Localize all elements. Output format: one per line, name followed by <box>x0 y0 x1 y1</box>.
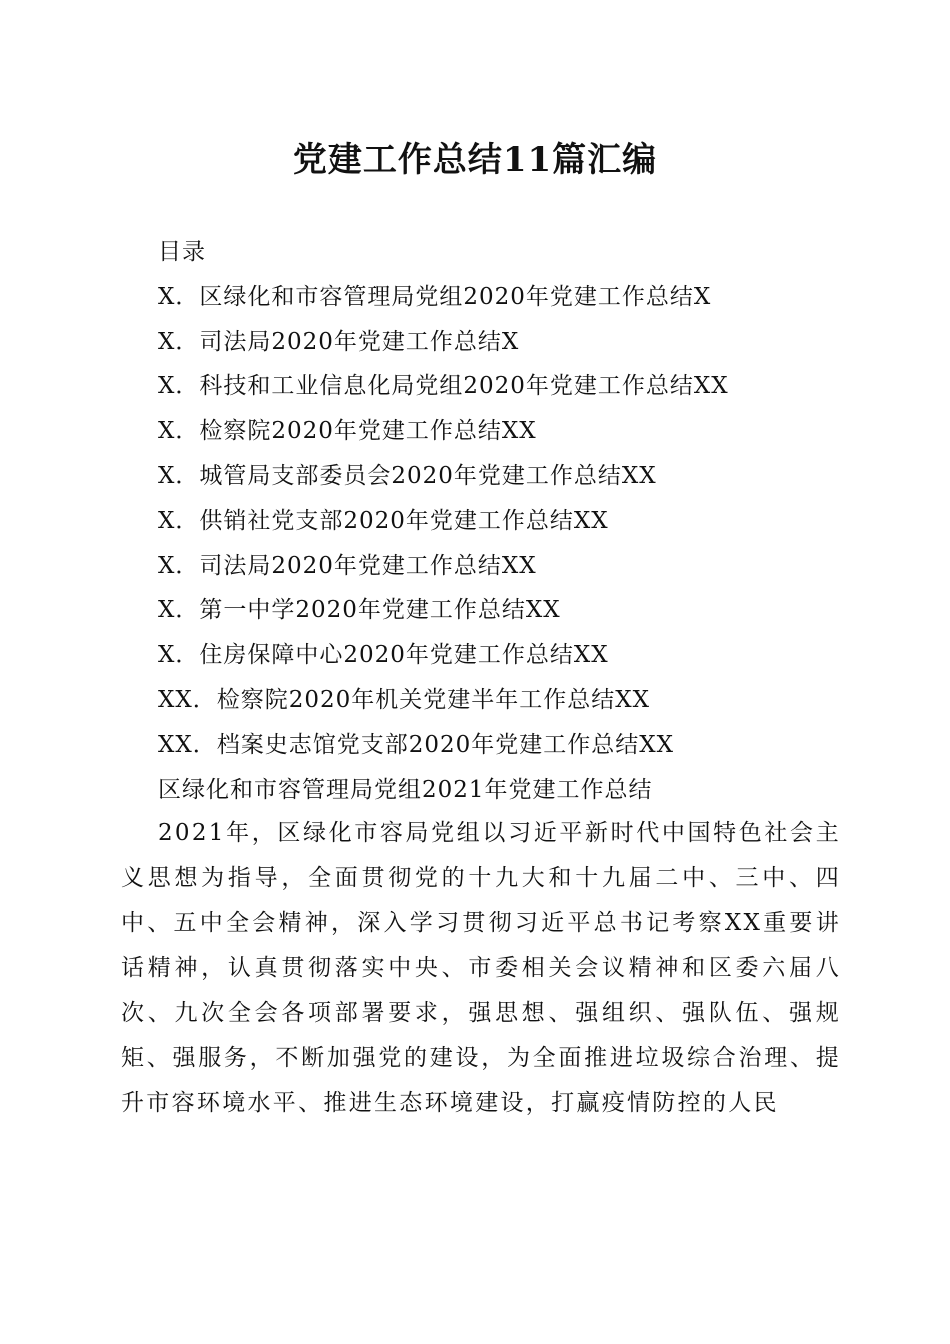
document-title: 党建工作总结11篇汇编 <box>292 140 658 180</box>
toc-item: X．科技和工业信息化局党组2020年党建工作总结XX <box>158 373 729 400</box>
toc-item: X．住房保障中心2020年党建工作总结XX <box>158 642 609 669</box>
toc-heading: 目录 <box>158 239 206 265</box>
toc-item: XX．检察院2020年机关党建半年工作总结XX <box>158 686 651 713</box>
toc-item: X．区绿化和市容管理局党组2020年党建工作总结X <box>158 283 712 310</box>
toc-item: X．司法局2020年党建工作总结X <box>158 328 520 355</box>
toc-item: X．城管局支部委员会2020年党建工作总结XX <box>158 462 657 489</box>
toc-item: X．第一中学2020年党建工作总结XX <box>158 597 561 624</box>
toc-item: XX．档案史志馆党支部2020年党建工作总结XX <box>158 731 675 758</box>
body-paragraph: 2021年，区绿化市容局党组以习近平新时代中国特色社会主义思想为指导，全面贯彻党的十九大和十九届二中、三中、四中、五中全会精神，深入学习贯彻习近平总书记考察XX重要讲话精神，认真贯彻落实中央、市委相关会议精神和区委六届八次、九次全会各项部署要求，强思想、强组织、强队伍、强规矩、强服务，不断加强党的建设，为全面推进垃圾综合治理、提升市容环境水平、推进生态环境建设，打赢疫情防控的人民 <box>121 820 841 1116</box>
toc-item: X．司法局2020年党建工作总结XX <box>158 552 537 579</box>
table-of-contents <box>158 230 729 812</box>
toc-item: X．供销社党支部2020年党建工作总结XX <box>158 507 609 534</box>
toc-item: X．检察院2020年党建工作总结XX <box>158 418 537 445</box>
section-heading: 区绿化和市容管理局党组2021年党建工作总结 <box>158 776 653 803</box>
